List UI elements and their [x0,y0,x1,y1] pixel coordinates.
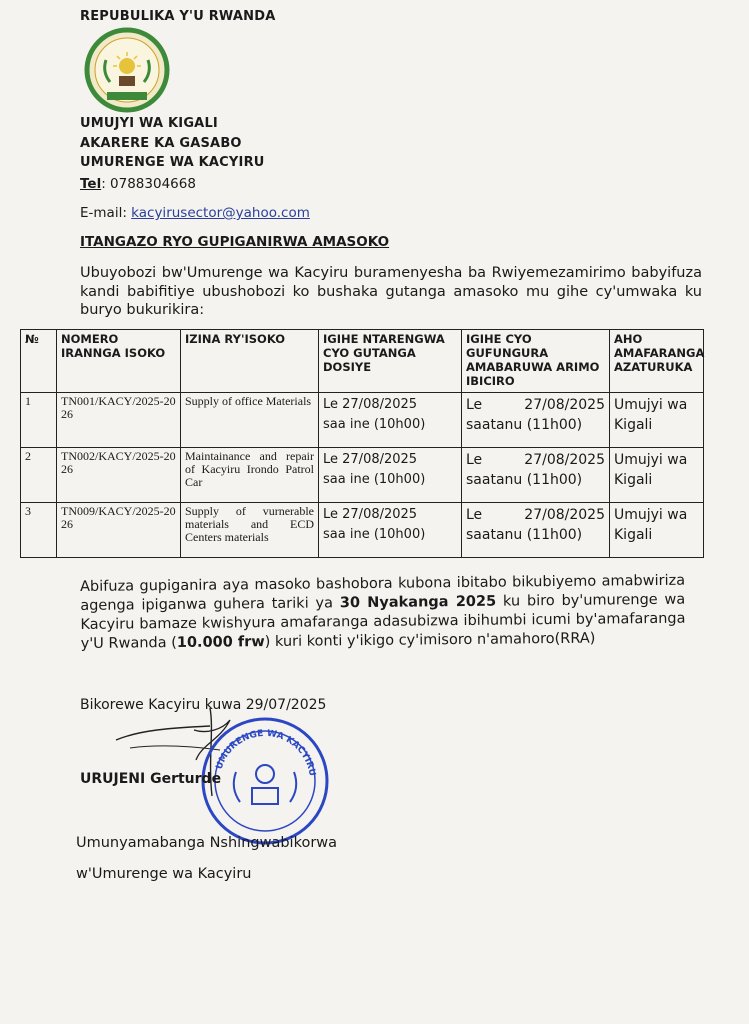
signatory-name: URUJENI Gerturde [80,771,222,787]
header-bid-opening: IGIHE CYO GUFUNGURA AMABARUWA ARIMO IBICIRO [462,330,610,393]
signatory-office: w'Umurenge wa Kacyiru [76,866,252,882]
row-opening [462,503,610,558]
header-number: № [21,330,57,393]
row-reference: TN002/KACY/2025-2026 [57,448,181,503]
email-label: E-mail: [80,205,127,221]
deadline-time: saa ine (10h00) [323,472,426,487]
tel-value: : 0788304668 [101,176,196,192]
row-reference: TN001/KACY/2025-2026 [57,393,181,448]
city-line: UMUJYI WA KIGALI [80,116,218,131]
row-tender-name: Maintainance and repair of Kacyiru Irondo Patrol Car [181,448,319,503]
stamp-text: UMURENGE WA KACYIRU [214,728,317,777]
notice-title: ITANGAZO RYO GUPIGANIRWA AMASOKO [80,234,390,250]
email-line [80,205,310,221]
deadline-time: saa ine (10h00) [323,417,426,432]
place-date: Bikorewe Kacyiru kuwa 29/07/2025 [80,697,327,713]
table-header-row [21,330,704,393]
telephone-line [80,176,196,192]
country-heading: REPUBULIKA Y'U RWANDA [80,9,276,24]
paragraph-amount: 10.000 frw [176,634,265,651]
table-row [21,393,704,448]
row-number: 1 [21,393,57,448]
header-tender-name: IZINA RY'ISOKO [181,330,319,393]
header-submission-deadline: IGIHE NTARENGWA CYO GUTANGA DOSIYE [319,330,462,393]
signatory-role: Umunyamabanga Nshingwabikorwa [76,835,338,851]
row-source: Umujyi wa Kigali [610,448,704,503]
table-row [21,503,704,558]
opening-time: saatanu (11h00) [466,472,583,488]
paragraph-end: ) kuri konti y'ikigo cy'imisoro n'amahoro(RRA) [264,630,596,651]
intro-paragraph: Ubuyobozi bw'Umurenge wa Kacyiru buramenyesha ba Rwiyemezamirimo babyifuza kandi babifitiye ubushobozi ko bushaka gutanga amasoko mu gihe cy'umwaka ku buryo bukurikira: [80,265,702,318]
header-reference: NOMERO IRANNGA ISOKO [57,330,181,393]
tender-table [20,329,704,558]
row-deadline [319,448,462,503]
row-reference: TN009/KACY/2025-2026 [57,503,181,558]
email-link[interactable]: kacyirusector@yahoo.com [131,205,310,221]
row-source: Umujyi wa Kigali [610,503,704,558]
table-row [21,448,704,503]
opening-time: saatanu (11h00) [466,527,583,543]
svg-text:UMURENGE WA KACYIRU [215,729,317,777]
opening-date: Le 27/08/2025 [466,507,605,523]
opening-date: Le 27/08/2025 [466,452,605,468]
row-opening [462,448,610,503]
row-deadline [319,393,462,448]
row-deadline [319,503,462,558]
paragraph-middle: ku biro by'umurenge wa Kacyiru bamaze kwishyura amafaranga adasubizwa ibihumbi icumi by'amafaranga y'U Rwanda ( [80,591,686,652]
sector-line: UMURENGE WA KACYIRU [80,155,265,170]
opening-time: saatanu (11h00) [466,417,583,433]
row-opening [462,393,610,448]
district-line: AKARERE KA GASABO [80,136,242,151]
deadline-time: saa ine (10h00) [323,527,426,542]
header-funding-source: AHO AMAFARANGA AZATURUKA [610,330,704,393]
row-tender-name: Supply of vurnerable materials and ECD Centers materials [181,503,319,558]
paragraph-start: Abifuza gupiganira aya masoko bashobora kubona ibitabo bikubiyemo amabwiriza agenga ipiganwa guhera tariki ya [80,572,686,614]
row-number: 2 [21,448,57,503]
deadline-date: Le 27/08/2025 [323,452,418,467]
paragraph-date: 30 Nyakanga 2025 [339,593,497,612]
row-tender-name: Supply of office Materials [181,393,319,448]
opening-date: Le 27/08/2025 [466,397,605,413]
tel-label: Tel [80,176,102,192]
row-source: Umujyi wa Kigali [610,393,704,448]
deadline-date: Le 27/08/2025 [323,397,418,412]
row-number: 3 [21,503,57,558]
deadline-date: Le 27/08/2025 [323,507,418,522]
instructions-paragraph [80,572,686,654]
rwanda-coat-of-arms [78,26,176,114]
